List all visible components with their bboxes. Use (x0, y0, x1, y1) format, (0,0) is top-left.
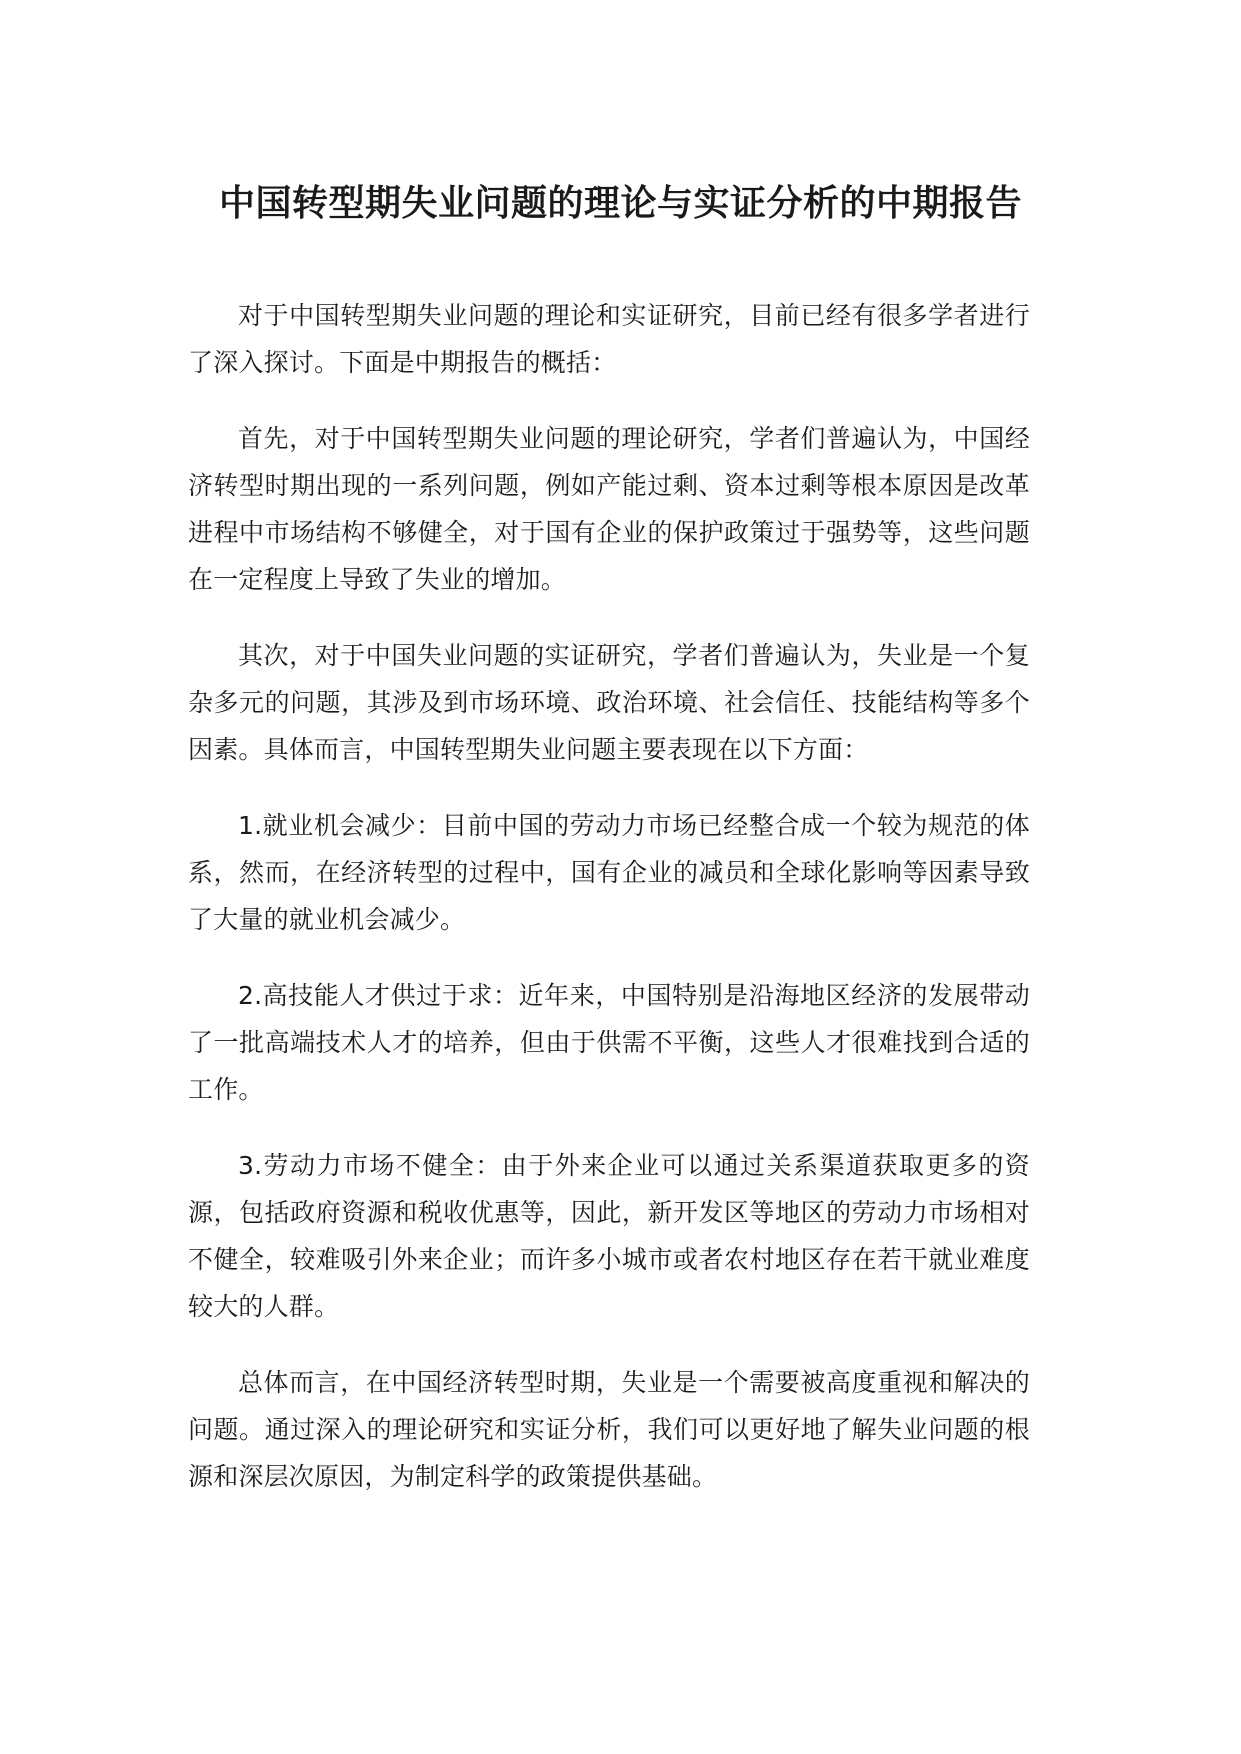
paragraph-intro: 对于中国转型期失业问题的理论和实证研究，目前已经有很多学者进行了深入探讨。下面是中期报告的概括： (188, 301, 1030, 377)
paragraph-point-1: 1.就业机会减少：目前中国的劳动力市场已经整合成一个较为规范的体系，然而，在经济转型的过程中，国有企业的减员和全球化影响等因素导致了大量的就业机会减少。 (188, 811, 1030, 934)
paragraph-point-3: 3.劳动力市场不健全：由于外来企业可以通过关系渠道获取更多的资源，包括政府资源和税收优惠等，因此，新开发区等地区的劳动力市场相对不健全，较难吸引外来企业；而许多小城市或者农村地区存在若干就业难度较大的人群。 (188, 1151, 1030, 1321)
paragraph-theory: 首先，对于中国转型期失业问题的理论研究，学者们普遍认为，中国经济转型时期出现的一系列问题，例如产能过剩、资本过剩等根本原因是改革进程中市场结构不够健全，对于国有企业的保护政策过于强势等，这些问题在一定程度上导致了失业的增加。 (188, 424, 1030, 594)
document-body (188, 292, 1030, 1529)
paragraph-point-2: 2.高技能人才供过于求：近年来，中国特别是沿海地区经济的发展带动了一批高端技术人才的培养，但由于供需不平衡，这些人才很难找到合适的工作。 (188, 981, 1030, 1104)
paragraph-empirical: 其次，对于中国失业问题的实证研究，学者们普遍认为，失业是一个复杂多元的问题，其涉及到市场环境、政治环境、社会信任、技能结构等多个因素。具体而言，中国转型期失业问题主要表现在以下方面： (188, 641, 1030, 764)
paragraph-conclusion: 总体而言，在中国经济转型时期，失业是一个需要被高度重视和解决的问题。通过深入的理论研究和实证分析，我们可以更好地了解失业问题的根源和深层次原因，为制定科学的政策提供基础。 (188, 1368, 1030, 1491)
document-title: 中国转型期失业问题的理论与实证分析的中期报告 (218, 183, 1022, 224)
